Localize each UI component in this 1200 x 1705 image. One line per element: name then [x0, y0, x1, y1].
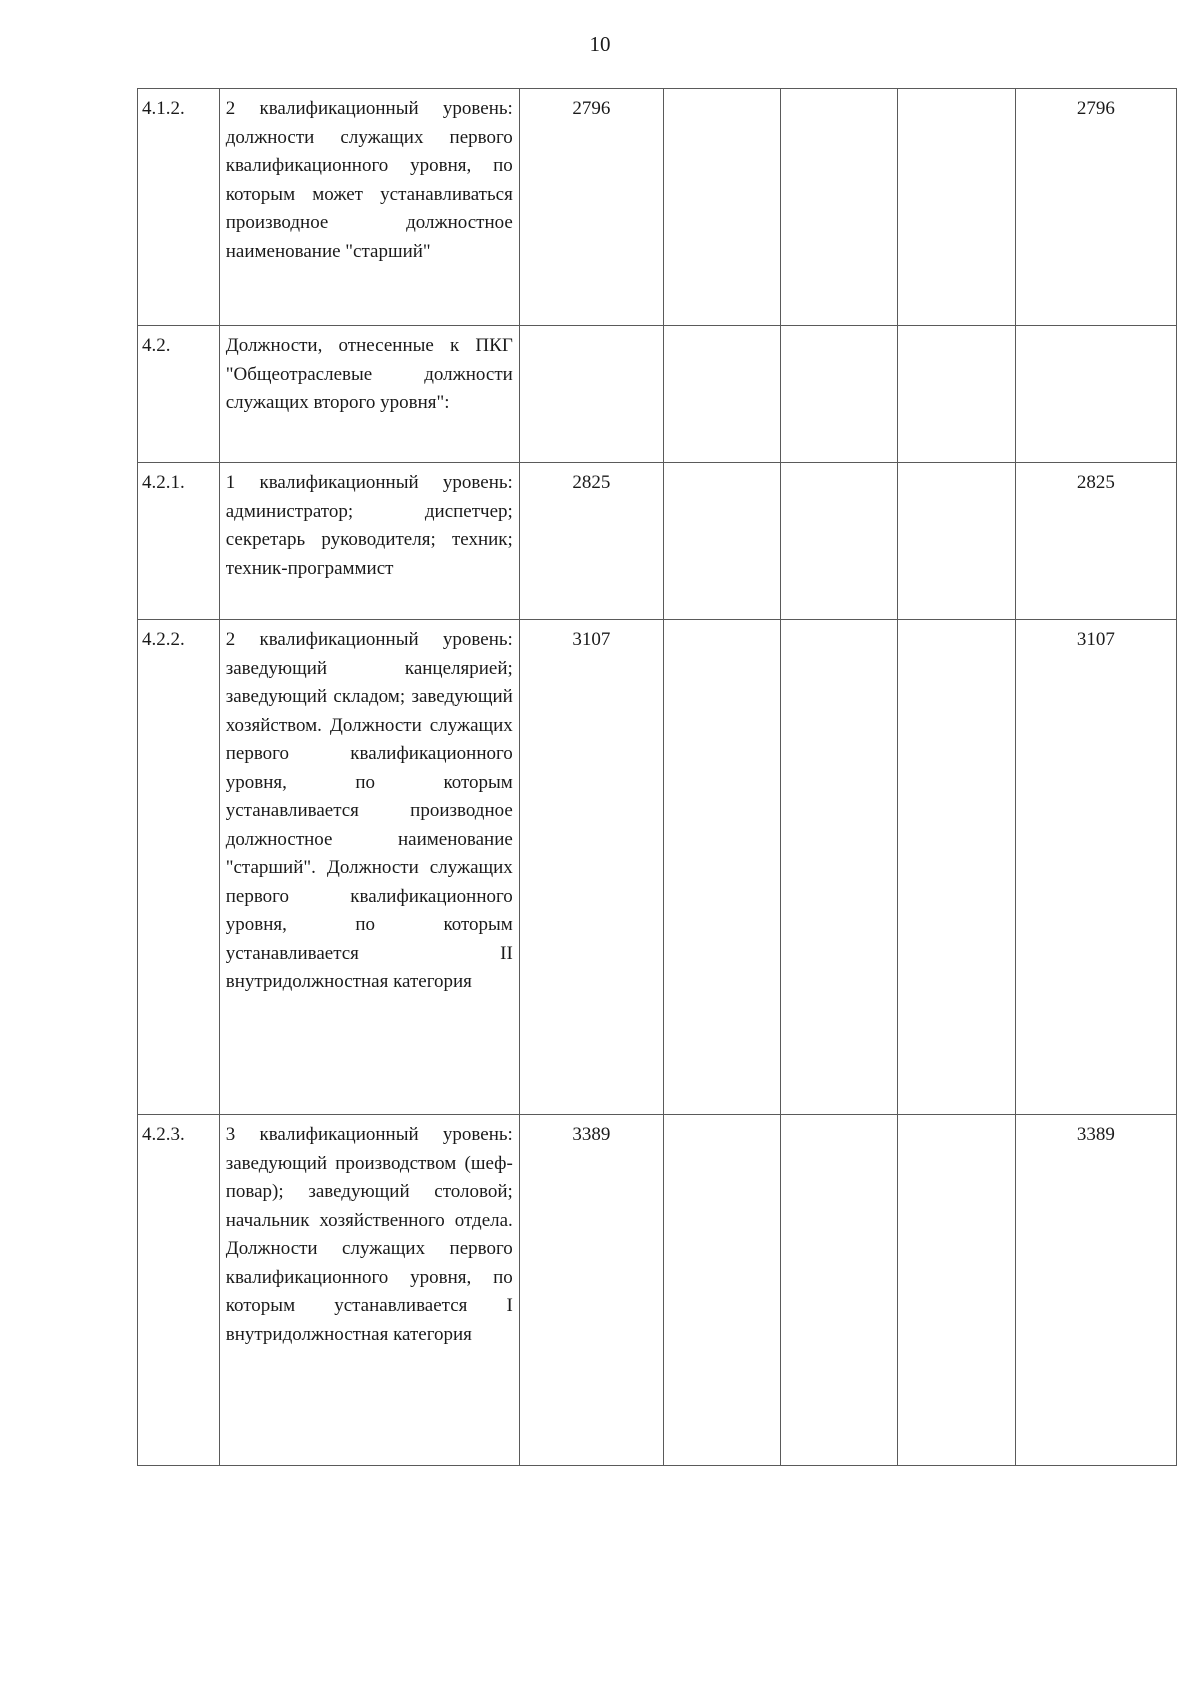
table-row — [138, 1115, 1177, 1466]
row-empty-cell-1 — [663, 463, 780, 620]
table-row — [138, 620, 1177, 1115]
row-empty-cell-2 — [781, 326, 898, 463]
table-row — [138, 463, 1177, 620]
page-number: 10 — [589, 32, 611, 56]
row-empty-cell-1 — [663, 326, 780, 463]
table-row — [138, 326, 1177, 463]
row-value: 2825 — [519, 463, 663, 620]
row-empty-cell-1 — [663, 89, 780, 326]
row-value: 2796 — [519, 89, 663, 326]
row-description: 2 квалификационный уровень: должности служащих первого квалификационного уровня, по которым может устанавливаться производное должностное наименование "старший" — [219, 89, 519, 326]
row-code: 4.2.3. — [138, 1115, 220, 1466]
table-row — [138, 89, 1177, 326]
row-description: 1 квалификационный уровень: администратор; диспетчер; секретарь руководителя; техник; техник-программист — [219, 463, 519, 620]
row-code: 4.2.1. — [138, 463, 220, 620]
row-empty-cell-2 — [781, 1115, 898, 1466]
row-code: 4.2. — [138, 326, 220, 463]
row-value: 3389 — [519, 1115, 663, 1466]
row-total: 2825 — [1015, 463, 1176, 620]
row-empty-cell-3 — [898, 1115, 1015, 1466]
row-code: 4.1.2. — [138, 89, 220, 326]
row-total: 3107 — [1015, 620, 1176, 1115]
row-empty-cell-1 — [663, 1115, 780, 1466]
row-description: 3 квалификационный уровень: заведующий производством (шеф-повар); заведующий столовой; начальник хозяйственного отдела. Должности служащих первого квалификационного уровня, по которым устанавливается I внутридолжностная категория — [219, 1115, 519, 1466]
row-total — [1015, 326, 1176, 463]
row-empty-cell-2 — [781, 463, 898, 620]
row-description: 2 квалификационный уровень: заведующий канцелярией; заведующий складом; заведующий хозяйством. Должности служащих первого квалификационного уровня, по которым устанавливается производное должностное наименование "старший". Должности служащих первого квалификационного уровня, по которым устанавливается II внутридолжностная категория — [219, 620, 519, 1115]
row-empty-cell-1 — [663, 620, 780, 1115]
row-description: Должности, отнесенные к ПКГ "Общеотраслевые должности служащих второго уровня": — [219, 326, 519, 463]
row-empty-cell-3 — [898, 463, 1015, 620]
row-empty-cell-3 — [898, 326, 1015, 463]
row-value — [519, 326, 663, 463]
row-empty-cell-2 — [781, 89, 898, 326]
row-value: 3107 — [519, 620, 663, 1115]
row-empty-cell-3 — [898, 89, 1015, 326]
row-code: 4.2.2. — [138, 620, 220, 1115]
row-total: 3389 — [1015, 1115, 1176, 1466]
row-total: 2796 — [1015, 89, 1176, 326]
row-empty-cell-3 — [898, 620, 1015, 1115]
salary-table — [137, 88, 1177, 1466]
row-empty-cell-2 — [781, 620, 898, 1115]
